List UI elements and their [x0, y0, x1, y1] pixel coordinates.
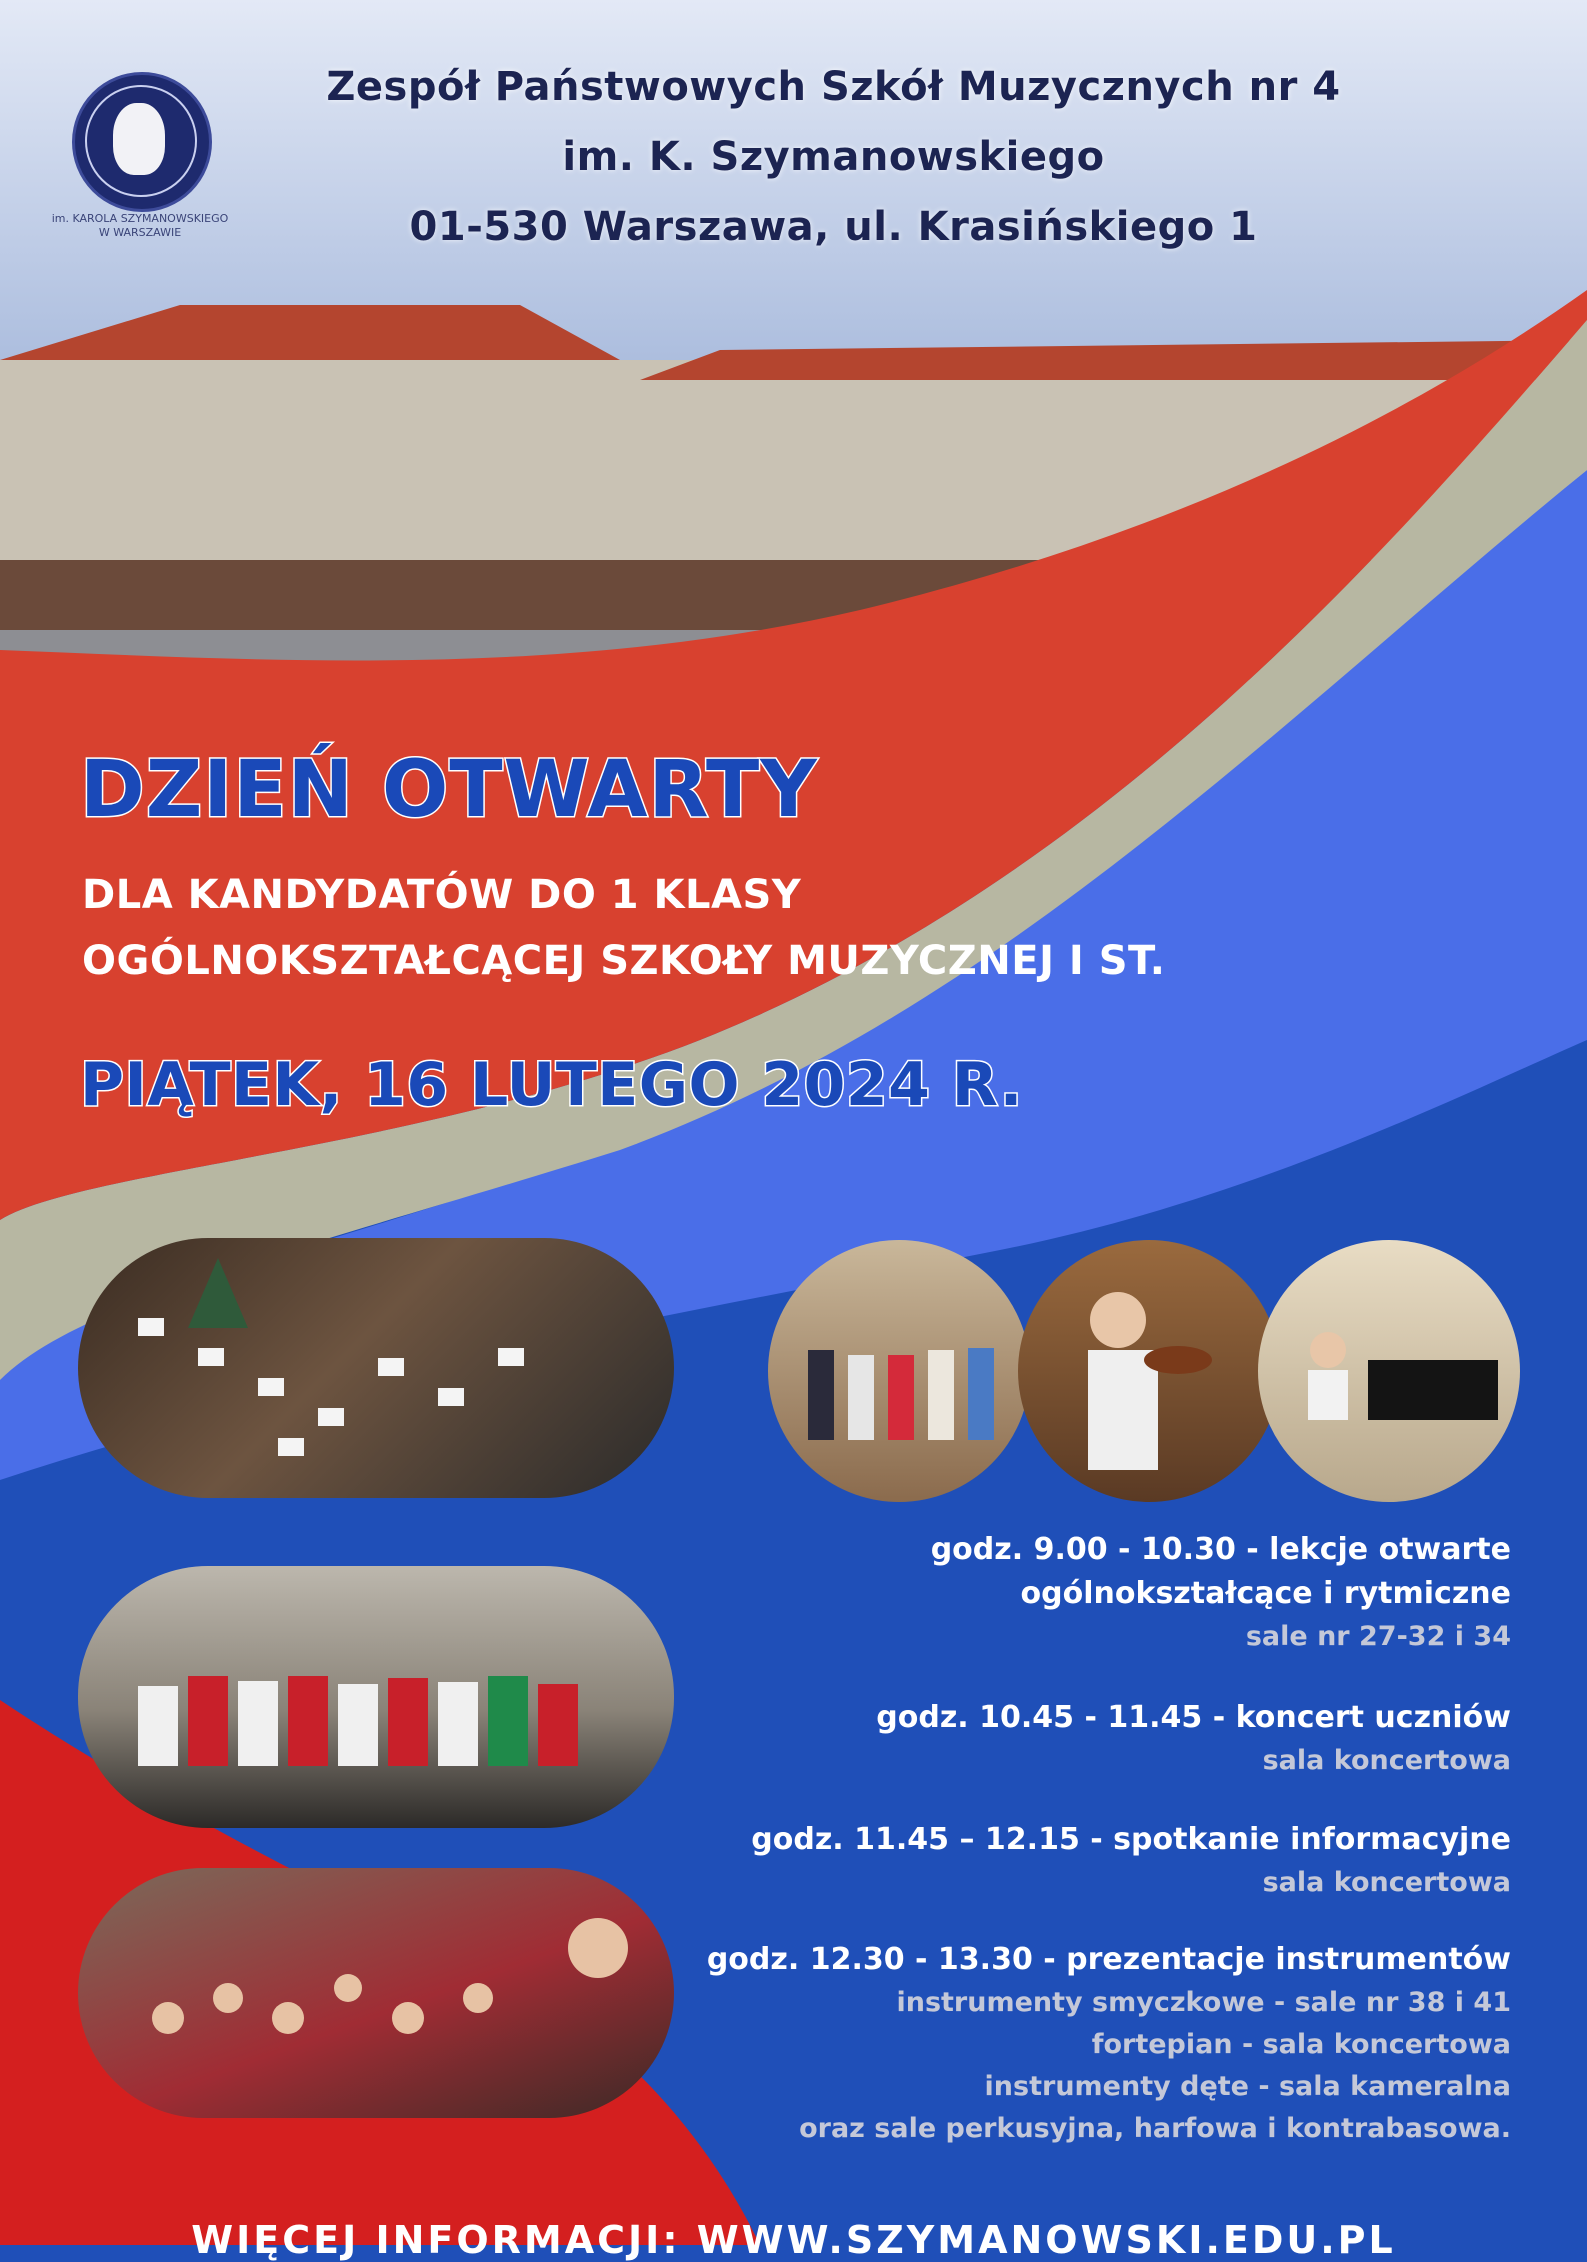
logo-caption-line-2: W WARSZAWIE — [98, 226, 182, 239]
schedule-time-4: godz. 12.30 - 13.30 - prezentacje instrumentów — [706, 1942, 1511, 1977]
photo-orchestra — [78, 1238, 674, 1498]
header-address: 01-530 Warszawa, ul. Krasińskiego 1 — [409, 204, 1258, 250]
event-title: DZIEŃ OTWARTY — [80, 745, 818, 835]
logo-caption-line-1: im. KAROLA SZYMANOWSKIEGO — [51, 212, 229, 225]
photo-pianist — [1258, 1240, 1520, 1502]
schedule-room-1: sale nr 27-32 i 34 — [1245, 1621, 1511, 1652]
schedule-room-4a: instrumenty smyczkowe - sale nr 38 i 41 — [896, 1987, 1511, 2018]
schedule-room-3: sala koncertowa — [1262, 1867, 1511, 1898]
footer-more-info[interactable]: WIĘCEJ INFORMACJI: WWW.SZYMANOWSKI.EDU.PL — [191, 2218, 1396, 2262]
photo-violinist — [1018, 1240, 1280, 1502]
schedule-time-2: godz. 10.45 - 11.45 - koncert uczniów — [876, 1700, 1511, 1735]
schedule-item-3 — [511, 1818, 1511, 1904]
event-subtitle-2: OGÓLNOKSZTAŁCĄCEJ SZKOŁY MUZYCZNEJ I ST. — [82, 938, 1166, 984]
schedule-item-2 — [511, 1696, 1511, 1782]
event-date: PIĄTEK, 16 LUTEGO 2024 R. — [80, 1050, 1023, 1120]
schedule-room-4c: instrumenty dęte - sala kameralna — [984, 2071, 1511, 2102]
header-patron: im. K. Szymanowskiego — [562, 134, 1105, 180]
schedule-room-4b: fortepian - sala koncertowa — [1091, 2029, 1511, 2060]
schedule-time-1: godz. 9.00 - 10.30 - lekcje otwarte — [930, 1532, 1511, 1567]
photo-young-musicians — [768, 1240, 1030, 1502]
schedule-room-4d: oraz sale perkusyjna, harfowa i kontrabasowa. — [799, 2113, 1511, 2144]
header-school-name: Zespół Państwowych Szkół Muzycznych nr 4 — [326, 64, 1341, 110]
schedule-room-2: sala koncertowa — [1262, 1745, 1511, 1776]
event-subtitle-1: DLA KANDYDATÓW DO 1 KLASY — [82, 872, 802, 918]
schedule-item-4 — [511, 1938, 1511, 2150]
schedule-item-1 — [511, 1528, 1511, 1658]
schedule-desc-1: ogólnokształcące i rytmiczne — [1020, 1576, 1511, 1611]
schedule-time-3: godz. 11.45 – 12.15 - spotkanie informacyjne — [751, 1822, 1511, 1857]
